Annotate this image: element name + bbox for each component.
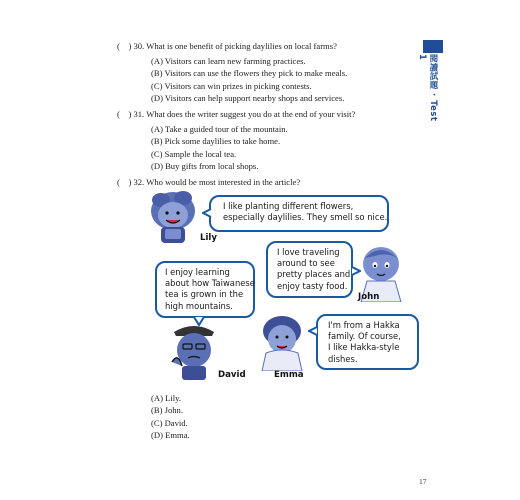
bubble-text: I'm from a Hakka family. Of course, I like Hakka-style dishes.: [328, 320, 401, 364]
name-lily: Lily: [200, 233, 217, 243]
bubble-text: I enjoy learning about how Taiwanese tea is grown in the high mountains.: [165, 267, 255, 311]
option-c: (C) Sample the local tea.: [151, 148, 237, 159]
bubble-tail: [202, 208, 212, 218]
lily-illustration: [145, 189, 205, 245]
question-32: [117, 176, 300, 189]
option-a: (A) Take a guided tour of the mountain.: [151, 124, 288, 134]
option-a: (A) Lily.: [151, 393, 181, 403]
speech-bubble-john: [266, 241, 353, 298]
side-tab-label: 閱讀試題 · Test 1: [418, 54, 439, 122]
name-emma: Emma: [274, 370, 304, 380]
option-a: (A) Visitors can learn new farming practices.: [151, 56, 306, 66]
option-c: (C) Visitors can win prizes in picking contests.: [151, 80, 312, 91]
david-illustration: [170, 322, 220, 380]
bubble-tail: [308, 326, 318, 336]
question-stem: What is one benefit of picking daylilies on local farms?: [146, 41, 337, 51]
emma-illustration: [258, 313, 308, 371]
question-32-options: [151, 392, 190, 442]
side-tab-cap: [423, 40, 443, 53]
option-c: (C) David.: [151, 417, 188, 428]
question-stem: Who would be most interested in the article?: [146, 177, 301, 187]
option-b: (B) John.: [151, 405, 183, 416]
name-john: John: [358, 292, 380, 302]
option-b: (B) Visitors can use the flowers they pick to make meals.: [151, 68, 348, 79]
speech-bubble-david: [155, 261, 255, 318]
bubble-text: I like planting different flowers, especially daylilies. They smell so nice.: [223, 201, 388, 223]
question-30: [117, 40, 337, 53]
option-d: (D) Buy gifts from local shops.: [151, 161, 259, 172]
question-31-options: [151, 123, 288, 173]
speech-bubble-emma: [316, 314, 419, 370]
option-d: (D) Visitors can help support nearby shops and services.: [151, 93, 345, 104]
question-number: ( ) 32.: [117, 177, 145, 187]
option-d: (D) Emma.: [151, 430, 190, 441]
question-number: ( ) 30.: [117, 41, 145, 51]
question-number: ( ) 31.: [117, 109, 145, 119]
speech-bubble-lily: [209, 195, 389, 232]
question-30-options: [151, 55, 347, 105]
name-david: David: [218, 370, 246, 380]
bubble-text: I love traveling around to see pretty places and enjoy tasty food.: [277, 247, 351, 291]
option-b: (B) Pick some daylilies to take home.: [151, 136, 281, 147]
page-number: 17: [419, 477, 427, 486]
question-stem: What does the writer suggest you do at the end of your visit?: [146, 109, 356, 119]
question-31: [117, 108, 355, 121]
